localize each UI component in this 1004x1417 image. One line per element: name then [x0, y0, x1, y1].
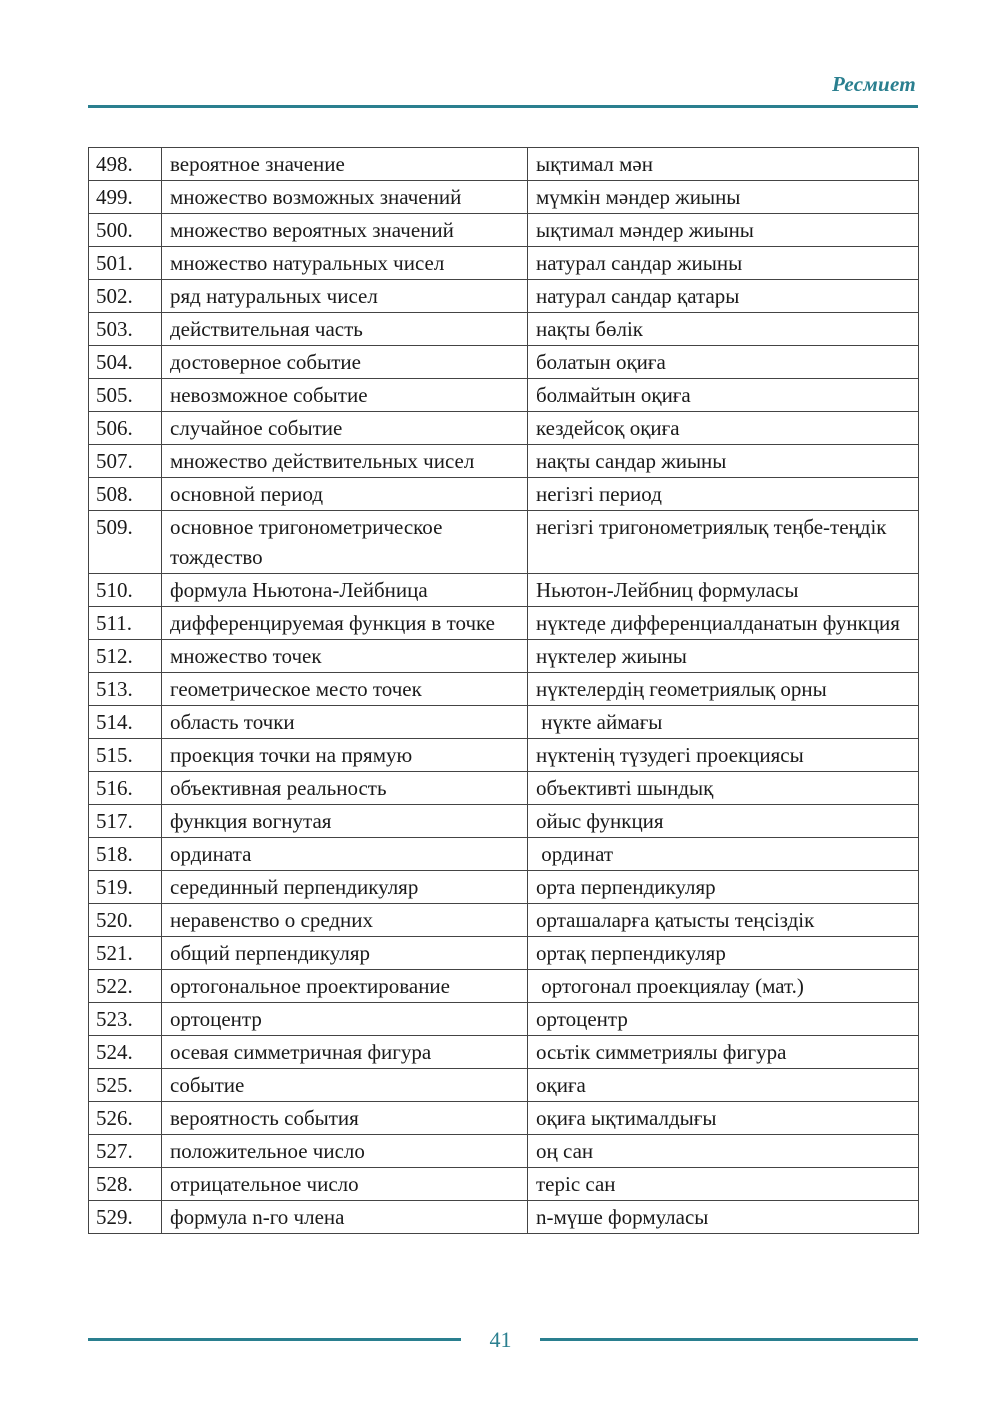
russian-term-cell: множество точек	[162, 640, 528, 673]
table-row	[89, 673, 919, 706]
kazakh-term-cell: оқиға ықтималдығы	[528, 1102, 919, 1135]
kazakh-term-cell: ықтимал мәндер жиыны	[528, 214, 919, 247]
table-row	[89, 148, 919, 181]
footer-divider-left	[88, 1338, 461, 1341]
term-number-cell: 520.	[89, 904, 162, 937]
kazakh-term-cell: Ньютон-Лейбниц формуласы	[528, 574, 919, 607]
table-row	[89, 412, 919, 445]
term-number-cell: 507.	[89, 445, 162, 478]
russian-term-cell: множество вероятных значений	[162, 214, 528, 247]
russian-term-cell: событие	[162, 1069, 528, 1102]
table-row	[89, 1003, 919, 1036]
kazakh-term-cell: нүктелердің геометриялық орны	[528, 673, 919, 706]
russian-term-cell: проекция точки на прямую	[162, 739, 528, 772]
term-number-cell: 527.	[89, 1135, 162, 1168]
term-number-cell: 529.	[89, 1201, 162, 1234]
russian-term-cell: случайное событие	[162, 412, 528, 445]
page-number: 41	[489, 1327, 512, 1352]
russian-term-cell: область точки	[162, 706, 528, 739]
glossary-table-body	[89, 148, 919, 1234]
table-row	[89, 706, 919, 739]
kazakh-term-cell: осьтік симметриялы фигура	[528, 1036, 919, 1069]
russian-term-cell: ряд натуральных чисел	[162, 280, 528, 313]
term-number-cell: 519.	[89, 871, 162, 904]
kazakh-term-cell: негізгі период	[528, 478, 919, 511]
kazakh-term-cell: n-мүше формуласы	[528, 1201, 919, 1234]
kazakh-term-cell: оң сан	[528, 1135, 919, 1168]
russian-term-cell: положительное число	[162, 1135, 528, 1168]
table-row	[89, 574, 919, 607]
table-row	[89, 379, 919, 412]
kazakh-term-cell: ортақ перпендикуляр	[528, 937, 919, 970]
table-row	[89, 181, 919, 214]
term-number-cell: 526.	[89, 1102, 162, 1135]
table-row	[89, 607, 919, 640]
russian-term-cell: действительная часть	[162, 313, 528, 346]
russian-term-cell: ортоцентр	[162, 1003, 528, 1036]
russian-term-cell: основной период	[162, 478, 528, 511]
table-row	[89, 1036, 919, 1069]
glossary-table	[88, 147, 919, 1234]
table-row	[89, 640, 919, 673]
table-row	[89, 970, 919, 1003]
term-number-cell: 512.	[89, 640, 162, 673]
kazakh-term-cell: негізгі тригонометриялық теңбе-теңдік	[528, 511, 919, 574]
russian-term-cell: достоверное событие	[162, 346, 528, 379]
table-row	[89, 1069, 919, 1102]
term-number-cell: 521.	[89, 937, 162, 970]
russian-term-cell: отрицательное число	[162, 1168, 528, 1201]
kazakh-term-cell: нүкте аймағы	[528, 706, 919, 739]
term-number-cell: 518.	[89, 838, 162, 871]
kazakh-term-cell: нақты сандар жиыны	[528, 445, 919, 478]
table-row	[89, 478, 919, 511]
table-row	[89, 1102, 919, 1135]
header-divider	[88, 105, 918, 108]
kazakh-term-cell: кездейсоқ оқиға	[528, 412, 919, 445]
term-number-cell: 514.	[89, 706, 162, 739]
kazakh-term-cell: оқиға	[528, 1069, 919, 1102]
term-number-cell: 506.	[89, 412, 162, 445]
table-row	[89, 937, 919, 970]
term-number-cell: 509.	[89, 511, 162, 574]
term-number-cell: 501.	[89, 247, 162, 280]
kazakh-term-cell: нүктеде дифференциалданатын функция	[528, 607, 919, 640]
russian-term-cell: невозможное событие	[162, 379, 528, 412]
table-row	[89, 904, 919, 937]
kazakh-term-cell: ықтимал мән	[528, 148, 919, 181]
term-number-cell: 505.	[89, 379, 162, 412]
term-number-cell: 522.	[89, 970, 162, 1003]
term-number-cell: 502.	[89, 280, 162, 313]
kazakh-term-cell: нақты бөлік	[528, 313, 919, 346]
table-row	[89, 739, 919, 772]
kazakh-term-cell: ординат	[528, 838, 919, 871]
term-number-cell: 516.	[89, 772, 162, 805]
kazakh-term-cell: ортоцентр	[528, 1003, 919, 1036]
russian-term-cell: вероятность события	[162, 1102, 528, 1135]
kazakh-term-cell: ойыс функция	[528, 805, 919, 838]
kazakh-term-cell: нүктенің түзудегі проекциясы	[528, 739, 919, 772]
table-row	[89, 346, 919, 379]
term-number-cell: 499.	[89, 181, 162, 214]
russian-term-cell: множество возможных значений	[162, 181, 528, 214]
table-row	[89, 1135, 919, 1168]
table-row	[89, 280, 919, 313]
kazakh-term-cell: орташаларға қатысты теңсіздік	[528, 904, 919, 937]
term-number-cell: 504.	[89, 346, 162, 379]
kazakh-term-cell: болатын оқиға	[528, 346, 919, 379]
term-number-cell: 515.	[89, 739, 162, 772]
kazakh-term-cell: теріс сан	[528, 1168, 919, 1201]
kazakh-term-cell: орта перпендикуляр	[528, 871, 919, 904]
term-number-cell: 525.	[89, 1069, 162, 1102]
russian-term-cell: ортогональное проектирование	[162, 970, 528, 1003]
table-row	[89, 214, 919, 247]
term-number-cell: 513.	[89, 673, 162, 706]
term-number-cell: 511.	[89, 607, 162, 640]
russian-term-cell: неравенство о средних	[162, 904, 528, 937]
kazakh-term-cell: мүмкін мәндер жиыны	[528, 181, 919, 214]
table-row	[89, 838, 919, 871]
russian-term-cell: ордината	[162, 838, 528, 871]
russian-term-cell: вероятное значение	[162, 148, 528, 181]
russian-term-cell: осевая симметричная фигура	[162, 1036, 528, 1069]
kazakh-term-cell: ортогонал проекциялау (мат.)	[528, 970, 919, 1003]
term-number-cell: 498.	[89, 148, 162, 181]
russian-term-cell: формула Ньютона-Лейбница	[162, 574, 528, 607]
russian-term-cell: геометрическое место точек	[162, 673, 528, 706]
table-row	[89, 1201, 919, 1234]
kazakh-term-cell: болмайтын оқиға	[528, 379, 919, 412]
table-row	[89, 805, 919, 838]
term-number-cell: 508.	[89, 478, 162, 511]
kazakh-term-cell: нүктелер жиыны	[528, 640, 919, 673]
running-header-title: Ресмиет	[832, 72, 916, 96]
table-row	[89, 247, 919, 280]
table-row	[89, 871, 919, 904]
russian-term-cell: объективная реальность	[162, 772, 528, 805]
term-number-cell: 503.	[89, 313, 162, 346]
kazakh-term-cell: натурал сандар қатары	[528, 280, 919, 313]
russian-term-cell: дифференцируемая функция в точке	[162, 607, 528, 640]
kazakh-term-cell: объективті шындық	[528, 772, 919, 805]
russian-term-cell: основное тригонометрическое тождество	[162, 511, 528, 574]
term-number-cell: 523.	[89, 1003, 162, 1036]
table-row	[89, 445, 919, 478]
russian-term-cell: формула n-го члена	[162, 1201, 528, 1234]
russian-term-cell: серединный перпендикуляр	[162, 871, 528, 904]
russian-term-cell: множество действительных чисел	[162, 445, 528, 478]
kazakh-term-cell: натурал сандар жиыны	[528, 247, 919, 280]
russian-term-cell: множество натуральных чисел	[162, 247, 528, 280]
term-number-cell: 528.	[89, 1168, 162, 1201]
term-number-cell: 510.	[89, 574, 162, 607]
term-number-cell: 524.	[89, 1036, 162, 1069]
table-row	[89, 1168, 919, 1201]
table-row	[89, 772, 919, 805]
footer-divider-right	[540, 1338, 918, 1341]
russian-term-cell: функция вогнутая	[162, 805, 528, 838]
term-number-cell: 500.	[89, 214, 162, 247]
term-number-cell: 517.	[89, 805, 162, 838]
table-row	[89, 313, 919, 346]
table-row	[89, 511, 919, 574]
russian-term-cell: общий перпендикуляр	[162, 937, 528, 970]
